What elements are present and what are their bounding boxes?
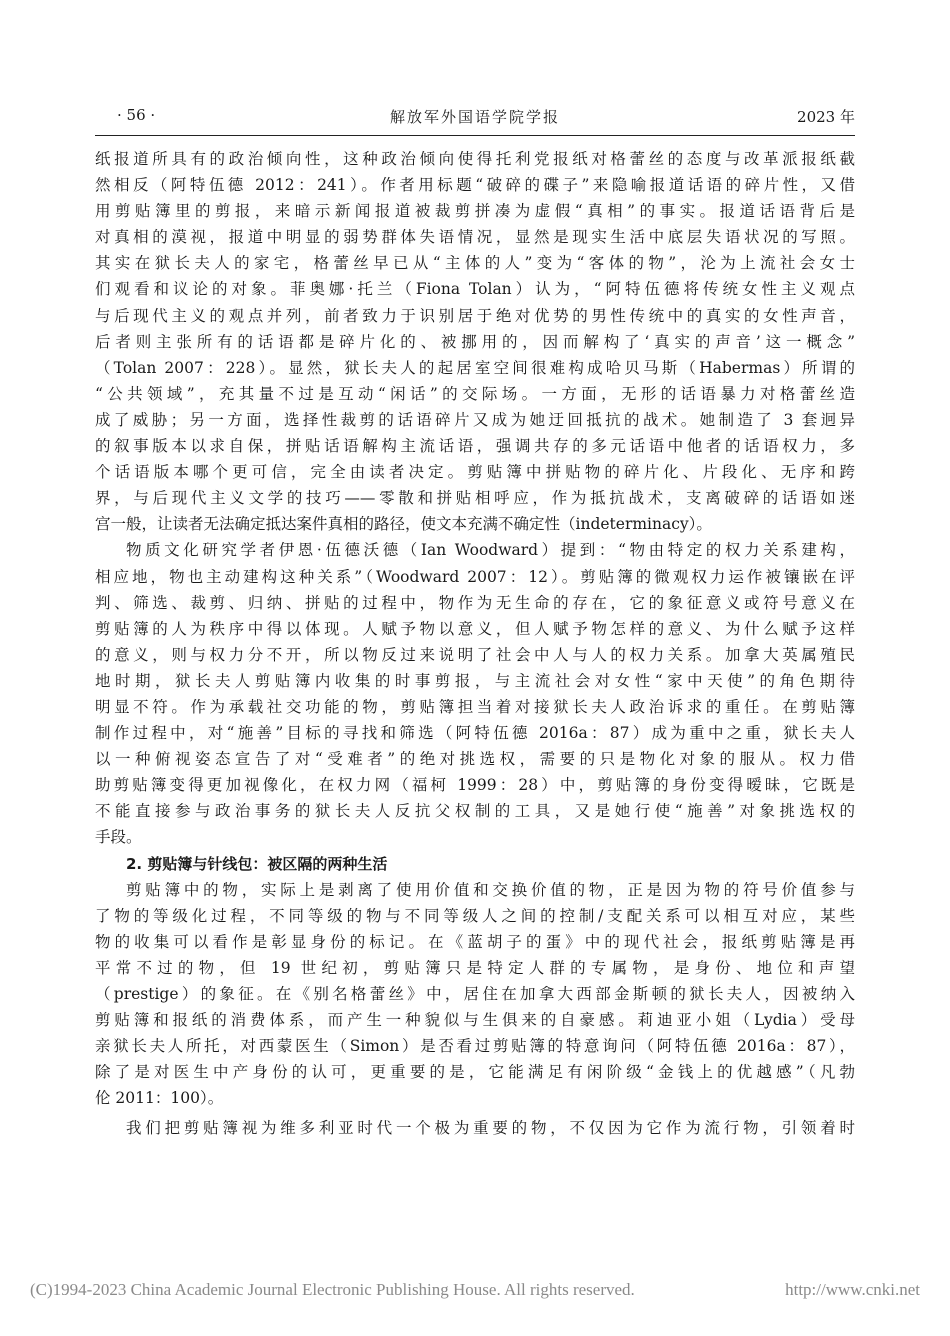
text-line: 物质文化研究学者伊恩·伍德沃德（Ian Woodward）提到：“物由特定的权力关系建构， xyxy=(126,541,855,560)
text-line: 们观看和议论的对象。菲奥娜·托兰（Fiona Tolan）认为，“阿特伍德将传统女性主义观点 xyxy=(95,280,855,299)
text-line: 后者则主张所有的话语都是碎片化的、被挪用的，因而解构了‘真实的声音’这一概念” xyxy=(95,332,855,351)
text-line: 个话语版本哪个更可信，完全由读者决定。剪贴簿中拼贴物的碎片化、片段化、无序和跨 xyxy=(95,463,855,482)
text-line: 用剪贴簿里的剪报，来暗示新闻报道被裁剪拼凑为虚假“真相”的事实。报道话语背后是 xyxy=(95,202,855,221)
text-line: 相应地，物也主动建构这种关系”（Woodward 2007：12）。剪贴簿的微观权力运作被镶嵌在评 xyxy=(95,567,855,586)
text-line: 助剪贴簿变得更加视像化，在权力网（福柯 1999：28）中，剪贴簿的身份变得暧昧，它既是 xyxy=(95,776,855,795)
section-heading: 2. 剪贴簿与针线包：被区隔的两种生活 xyxy=(126,854,388,873)
text-line: 界，与后现代主义文学的技巧——零散和拼贴相呼应，作为抵抗战术，支离破碎的话语如迷 xyxy=(95,489,855,508)
text-line: “公共领域”，充其量不过是互动“闲话”的交际场。一方面，无形的话语暴力对格蕾丝造 xyxy=(95,384,855,403)
paragraph xyxy=(95,146,855,537)
header-rule xyxy=(95,135,855,136)
text-line: 与后现代主义的观点并列，前者致力于识别居于绝对优势的男性传统中的真实的女性声音， xyxy=(95,306,855,325)
text-line: 不能直接参与政治事务的狱长夫人反抗父权制的工具，又是她行使“施善”对象挑选权的 xyxy=(95,802,855,821)
text-line: 剪贴簿和报纸的消费体系，而产生一种貌似与生俱来的自豪感。莉迪亚小姐（Lydia）受母 xyxy=(95,1011,855,1030)
text-line: 然相反（阿特伍德 2012：241）。作者用标题“破碎的碟子”来隐喻报道话语的碎片性，又借 xyxy=(95,176,855,195)
paragraph xyxy=(95,877,855,1112)
text-line: 判、筛选、裁剪、归纳、拼贴的过程中，物作为无生命的存在，它的象征意义或符号意义在 xyxy=(95,593,855,612)
text-line: （prestige）的象征。在《别名格蕾丝》中，居住在加拿大西部金斯顿的狱长夫人，因被纳入 xyxy=(95,985,855,1003)
text-line: 对真相的漠视，报道中明显的弱势群体失语情况，显然是现实生活中底层失语状况的写照。 xyxy=(95,228,855,247)
text-line: 亲狱长夫人所托，对西蒙医生（Simon）是否看过剪贴簿的特意询问（阿特伍德 2016a：87）， xyxy=(95,1037,855,1056)
text-line: 我们把剪贴簿视为维多利亚时代一个极为重要的物，不仅因为它作为流行物，引领着时 xyxy=(126,1119,855,1138)
page-number: · 56 · xyxy=(117,106,156,124)
text-line: 以一种俯视姿态宣告了对“受难者”的绝对挑选权，需要的只是物化对象的服从。权力借 xyxy=(95,750,855,769)
running-header xyxy=(95,104,855,130)
publication-year: 2023 年 xyxy=(797,108,855,126)
article-body xyxy=(95,146,855,1142)
text-line: 宫一般，让读者无法确定抵达案件真相的路径，使文本充满不确定性（indeterminacy）。 xyxy=(95,515,712,534)
text-line: 了物的等级化过程，不同等级的物与不同等级人之间的控制/支配关系可以相互对应，某些 xyxy=(95,906,855,925)
text-line: （Tolan 2007：228）。显然，狱长夫人的起居室空间很难构成哈贝马斯（Habermas）所谓的 xyxy=(95,358,855,377)
text-line: 纸报道所具有的政治倾向性，这种政治倾向使得托利党报纸对格蕾丝的态度与改革派报纸截 xyxy=(95,150,855,168)
text-line: 成了威胁；另一方面，选择性裁剪的话语碎片又成为她迂回抵抗的战术。她制造了 3 套迥异 xyxy=(95,410,855,429)
text-line: 平常不过的物，但 19 世纪初，剪贴簿只是特定人群的专属物，是身份、地位和声望 xyxy=(95,958,855,977)
text-line: 的意义，则与权力分不开，所以物反过来说明了社会中人与人的权力关系。加拿大英属殖民 xyxy=(95,645,855,664)
text-line: 明显不符。作为承载社交功能的物，剪贴簿担当着对接狱长夫人政治诉求的重任。在剪贴簿 xyxy=(95,697,855,716)
text-line: 其实在狱长夫人的家宅，格蕾丝早已从“主体的人”变为“客体的物”，沦为上流社会女士 xyxy=(95,254,855,273)
text-line: 制作过程中，对“施善”目标的寻找和筛选（阿特伍德 2016a：87）成为重中之重，狱长夫人 xyxy=(95,724,855,743)
text-line: 剪贴簿中的物，实际上是剥离了使用价值和交换价值的物，正是因为物的符号价值参与 xyxy=(126,880,855,899)
journal-title: 解放军外国语学院学报 xyxy=(389,108,560,126)
text-line: 地时期，狱长夫人剪贴簿内收集的时事剪报，与主流社会对女性“家中天使”的角色期待 xyxy=(95,671,855,690)
paragraph xyxy=(95,1115,855,1141)
copyright-text: (C)1994-2023 China Academic Journal Electronic Publishing House. All rights reserved. xyxy=(30,1280,635,1299)
text-line: 的叙事版本以求自保，拼贴话语解构主流话语，强调共存的多元话语中他者的话语权力，多 xyxy=(95,437,855,456)
footer-url[interactable]: http://www.cnki.net xyxy=(785,1280,920,1299)
text-line: 伦 2011：100）。 xyxy=(95,1089,224,1108)
text-line: 除了是对医生中产身份的认可，更重要的是，它能满足有闲阶级“金钱上的优越感”（凡勃 xyxy=(95,1063,855,1082)
text-line: 手段。 xyxy=(95,828,142,847)
paragraph xyxy=(95,537,855,850)
text-line: 剪贴簿的人为秩序中得以体现。人赋予物以意义，但人赋予物怎样的意义、为什么赋予这样 xyxy=(95,619,855,638)
text-line: 物的收集可以看作是彰显身份的标记。在《蓝胡子的蛋》中的现代社会，报纸剪贴簿是再 xyxy=(95,932,855,951)
